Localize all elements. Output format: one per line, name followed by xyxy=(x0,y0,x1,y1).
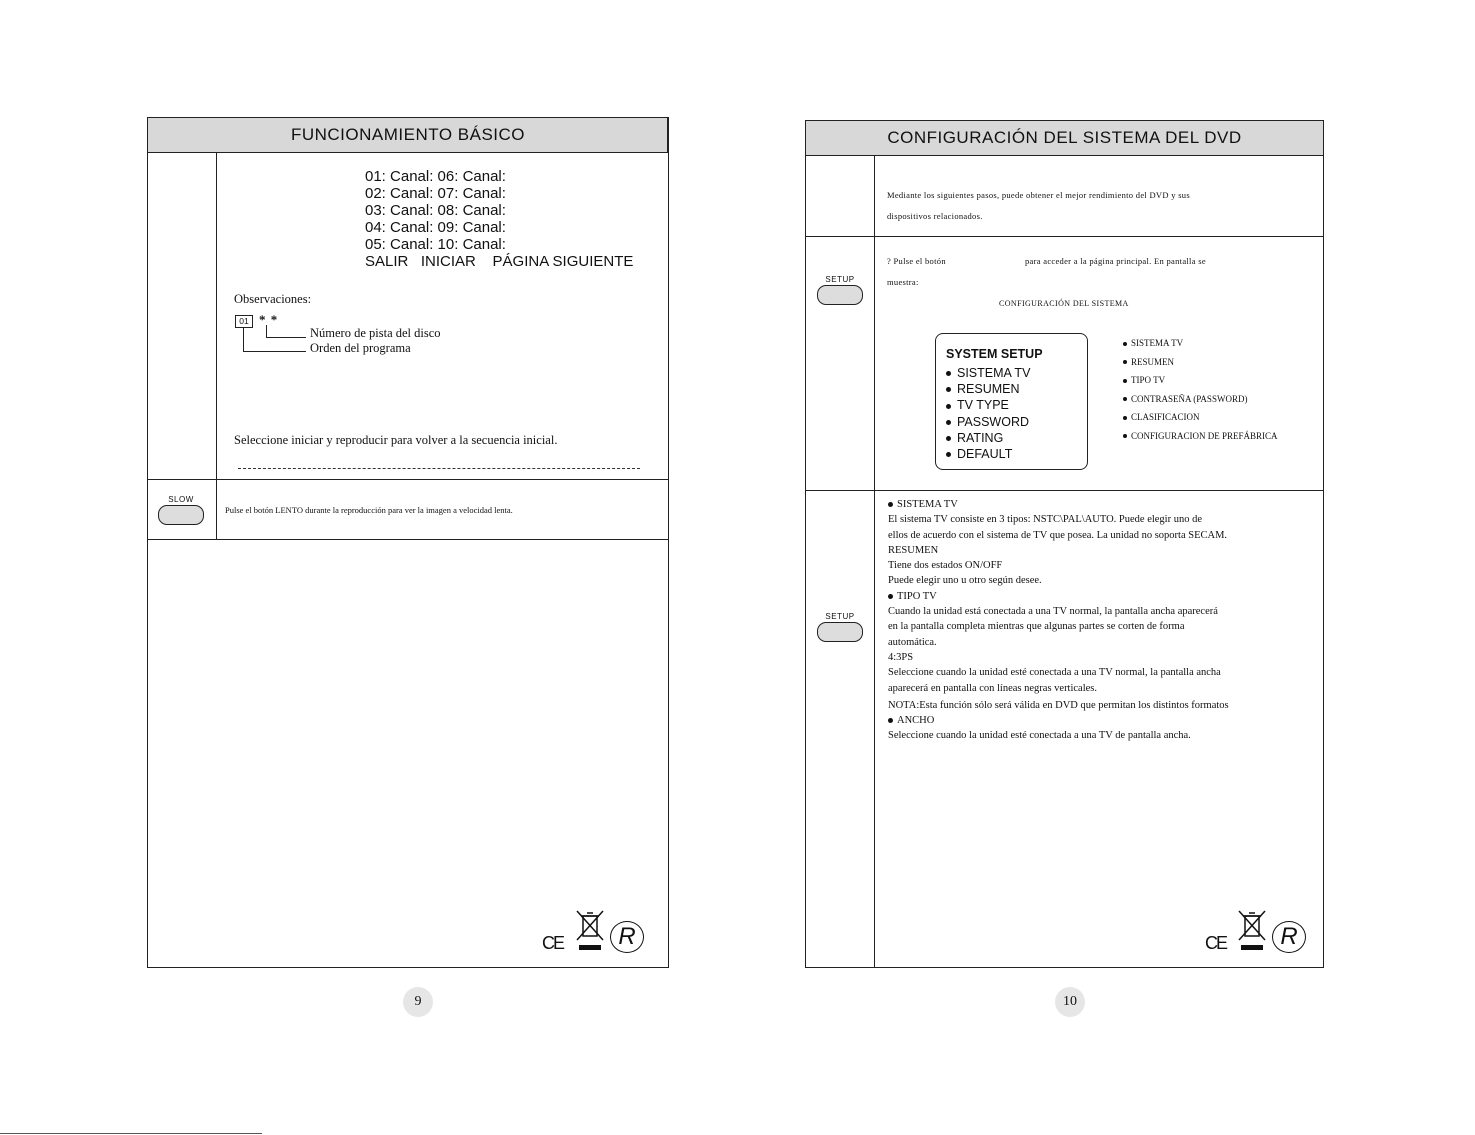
detail-heading: SISTEMA TV xyxy=(888,497,1313,512)
system-setup-title: SYSTEM SETUP xyxy=(946,347,1043,361)
program-order-label: Orden del programa xyxy=(310,341,411,355)
menu-item[interactable]: TV TYPE xyxy=(946,397,1087,413)
option-item: RESUMEN xyxy=(1123,353,1278,372)
step-line-1b: para acceder a la página principal. En pantalla se xyxy=(1025,256,1206,266)
detail-heading: 4:3PS xyxy=(888,651,914,663)
step-line-1a: ? Pulse el botón xyxy=(887,256,946,266)
channel-row: 04: Canal: 09: Canal: xyxy=(365,219,506,236)
option-item: CONFIGURACION DE PREFÁBRICA xyxy=(1123,427,1278,446)
right-column-divider xyxy=(874,156,875,967)
detail-heading: ANCHO xyxy=(888,713,1313,728)
program-order-box: 01 xyxy=(235,315,253,328)
dashed-divider xyxy=(238,468,640,469)
weee-bin-icon xyxy=(575,910,605,952)
slow-button-label: SLOW xyxy=(168,495,194,504)
channel-list xyxy=(365,168,633,270)
r-mark-logo: R xyxy=(610,921,644,953)
note: NOTA:Esta función sólo será válida en DVD que permitan los distintos formatos xyxy=(888,699,1229,711)
detail-heading: TIPO TV xyxy=(888,589,1313,604)
channel-actions: SALIR INICIAR PÁGINA SIGUIENTE xyxy=(365,253,634,270)
channel-row: 01: Canal: 06: Canal: xyxy=(365,168,506,185)
slow-instruction: Pulse el botón LENTO durante la reproducción para ver la imagen a velocidad lenta. xyxy=(225,505,513,515)
option-item: CONTRASEÑA (PASSWORD) xyxy=(1123,390,1278,409)
config-caption: CONFIGURACIÓN DEL SISTEMA xyxy=(999,299,1129,308)
return-instruction: Seleccione iniciar y reproducir para volver a la secuencia inicial. xyxy=(234,433,558,447)
menu-item[interactable]: PASSWORD xyxy=(946,414,1087,430)
option-item: SISTEMA TV xyxy=(1123,334,1278,353)
channel-row: 02: Canal: 07: Canal: xyxy=(365,185,506,202)
r-mark-logo: R xyxy=(1272,921,1306,953)
intro-text: Mediante los siguientes pasos, puede obtener el mejor rendimiento del DVD y sus dispositivos relacionados. xyxy=(887,190,1190,221)
menu-item[interactable]: SISTEMA TV xyxy=(946,365,1087,381)
track-stars: * * xyxy=(259,312,279,327)
option-item: TIPO TV xyxy=(1123,371,1278,390)
track-number-label: Número de pista del disco xyxy=(310,326,441,340)
page-number-9: 9 xyxy=(403,987,433,1017)
setup-button-label: SETUP xyxy=(825,275,855,284)
weee-bin-icon xyxy=(1237,910,1267,952)
ce-mark-logo: CE xyxy=(1205,933,1227,953)
setup-button[interactable] xyxy=(817,275,863,305)
menu-item[interactable]: DEFAULT xyxy=(946,446,1087,462)
options-list xyxy=(1123,334,1278,445)
bottom-edge-line xyxy=(0,1133,262,1134)
option-item: CLASIFICACION xyxy=(1123,408,1278,427)
setup-button-label: SETUP xyxy=(825,612,855,621)
menu-item[interactable]: RESUMEN xyxy=(946,381,1087,397)
right-page-title: CONFIGURACIÓN DEL SISTEMA DEL DVD xyxy=(806,121,1323,156)
channel-row: 05: Canal: 10: Canal: xyxy=(365,236,506,253)
setup-button-2[interactable] xyxy=(817,612,863,642)
left-page-title: FUNCIONAMIENTO BÁSICO xyxy=(148,118,668,153)
slow-button[interactable] xyxy=(158,495,204,525)
menu-item[interactable]: RATING xyxy=(946,430,1087,446)
channel-row: 03: Canal: 08: Canal: xyxy=(365,202,506,219)
left-column-divider xyxy=(216,153,217,540)
observations-label: Observaciones: xyxy=(234,292,312,306)
detail-heading: RESUMEN xyxy=(888,544,939,556)
page-number-10: 10 xyxy=(1055,987,1085,1017)
step-line-2: muestra: xyxy=(887,277,919,287)
system-setup-menu xyxy=(935,333,1088,470)
ce-mark-logo: CE xyxy=(542,933,564,953)
details-text: SISTEMA TV El sistema TV consiste en 3 tipos: NSTC\PAL\AUTO. Puede elegir uno de ellos de acuerdo con el sistema de TV que posea. La unidad no soporta SECAM. RESUMEN Tiene dos estados ON/OFF Puede elegir uno u otro según desee. TIPO TV Cuando la unidad está conectada a una TV normal, la pantalla ancha aparecerá en la pantalla completa mientras que algunas partes se corten de forma automática. 4:3PS Seleccione cuando la unidad esté conectada a una TV normal, la pantalla ancha aparecerá en pantalla con líneas negras verticales. NOTA:Esta función sólo será válida en DVD que permitan los distintos formatos ANCHO Seleccione cuando la unidad esté conectada a una TV de pantalla ancha. xyxy=(888,497,1313,744)
